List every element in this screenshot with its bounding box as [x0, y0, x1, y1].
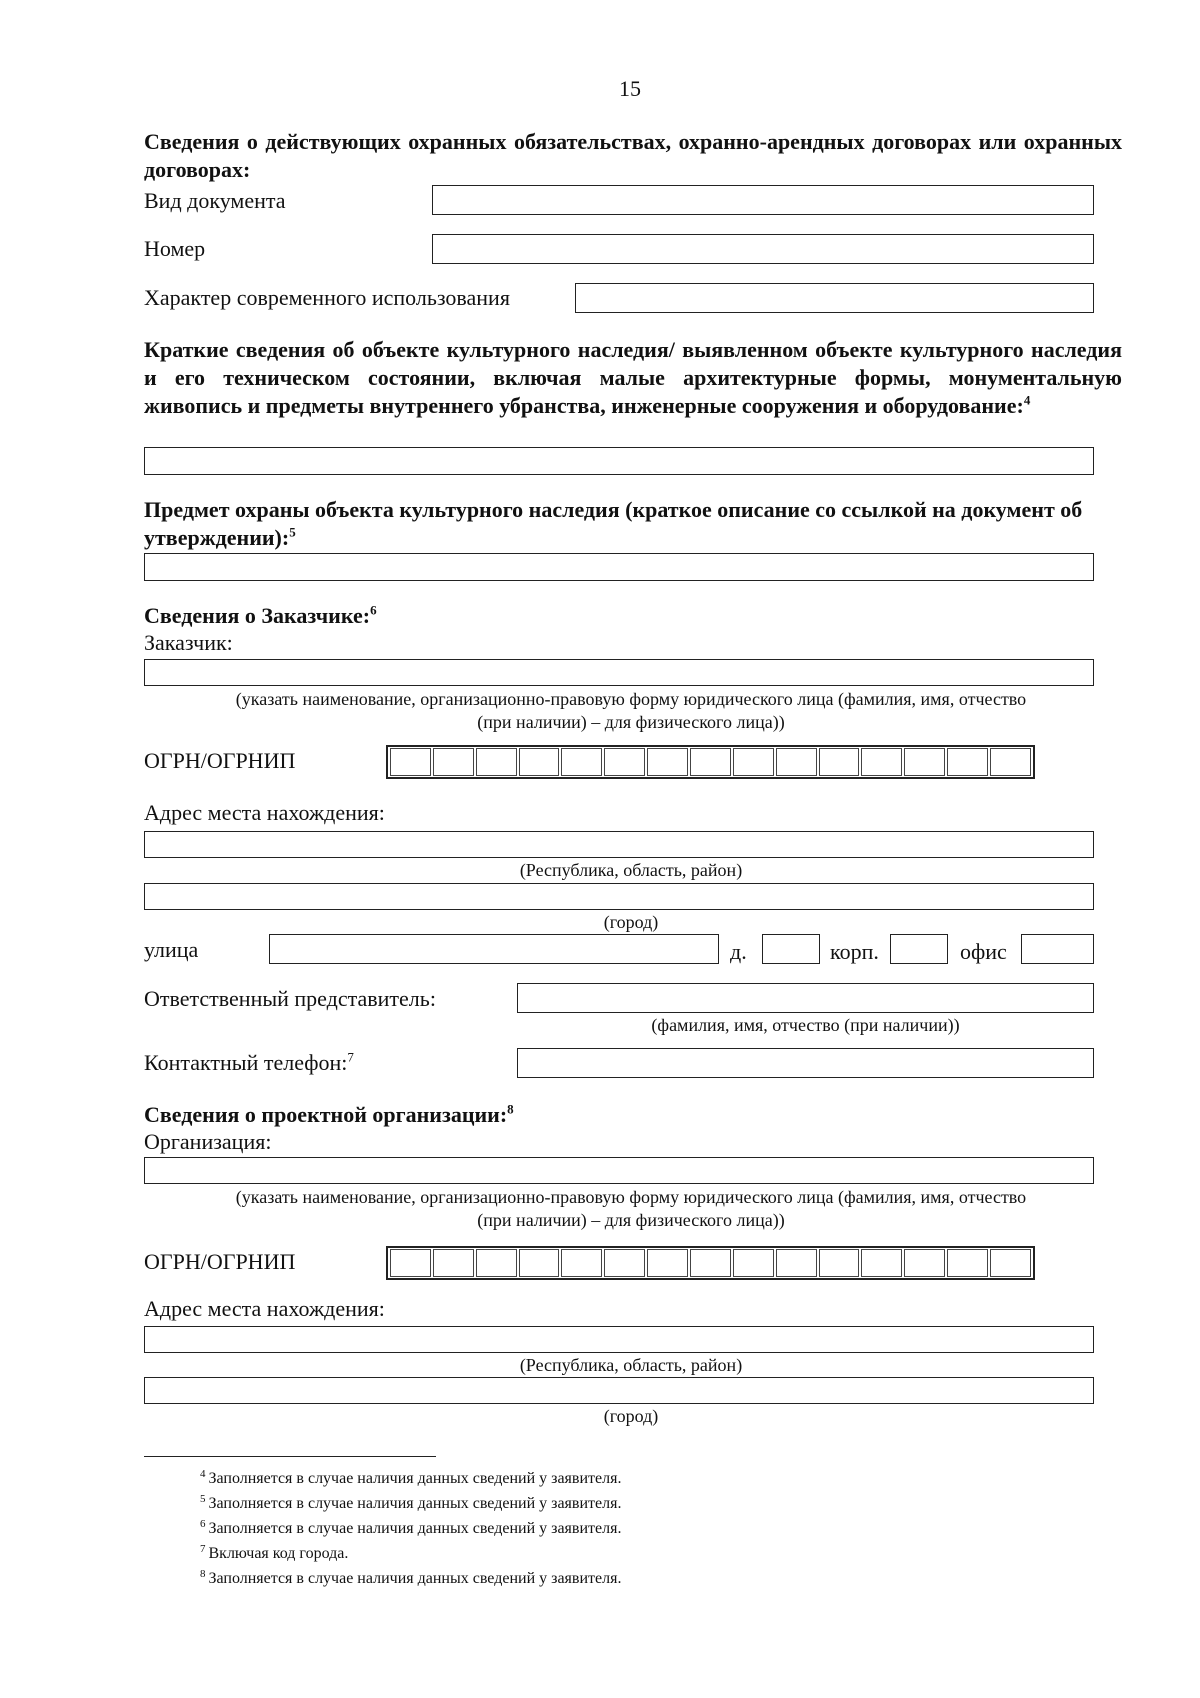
doc-type-field[interactable]	[432, 185, 1094, 215]
house-field[interactable]	[762, 934, 820, 964]
subject-footnote-ref: 5	[289, 524, 296, 540]
page-number: 15	[619, 76, 641, 101]
brief-field[interactable]	[144, 447, 1094, 475]
ogrn-cell[interactable]	[647, 748, 688, 776]
design-org-heading	[144, 1102, 514, 1128]
ogrn-cell[interactable]	[690, 1249, 731, 1277]
ogrn-cell[interactable]	[390, 748, 431, 776]
brief-heading-text: Краткие сведения об объекте культурного наследия/ выявленном объекте культурного наследия и его техническом состоянии, включая малые архитектурные формы, монументальную живопись и предметы внутреннего убранства, инженерные сооружения и оборудование:	[144, 337, 1122, 418]
subject-heading-text: Предмет охраны объекта культурного наследия (краткое описание со ссылкой на документ об утверждении):	[144, 497, 1083, 550]
phone-footnote-ref: 7	[347, 1049, 354, 1065]
ogrn-cell[interactable]	[604, 1249, 645, 1277]
customer-footnote-ref: 6	[370, 602, 377, 618]
customer-address-label: Адрес места нахождения:	[144, 800, 385, 825]
design-org-region-caption: (Республика, область, район)	[519, 1355, 743, 1375]
usage-label: Характер современного использования	[144, 285, 510, 310]
ogrn-cell[interactable]	[733, 748, 774, 776]
ogrn-cell[interactable]	[733, 1249, 774, 1277]
ogrn-cell[interactable]	[476, 1249, 517, 1277]
footnote-text: Заполняется в случае наличия данных сведений у заявителя.	[208, 1570, 622, 1587]
design-org-heading-text: Сведения о проектной организации:	[144, 1102, 508, 1127]
customer-name-caption-2: (при наличии) – для физического лица))	[477, 712, 785, 732]
street-label: улица	[144, 937, 199, 962]
ogrn-cell[interactable]	[519, 748, 560, 776]
customer-name-caption-1: (указать наименование, организационно-правовую форму юридического лица (фамилия, имя, отчество	[235, 689, 1027, 709]
footnote	[200, 1466, 621, 1491]
ogrn-cell[interactable]	[519, 1249, 560, 1277]
design-org-address-label: Адрес места нахождения:	[144, 1296, 385, 1321]
brief-footnote-ref: 4	[1023, 392, 1031, 408]
phone-label	[144, 1050, 354, 1076]
ogrn-cell[interactable]	[819, 1249, 860, 1277]
footnote-text: Заполняется в случае наличия данных сведений у заявителя.	[208, 1520, 622, 1537]
office-label: офис	[960, 939, 1007, 964]
ogrn-cell[interactable]	[861, 748, 902, 776]
ogrn-cell[interactable]	[561, 1249, 602, 1277]
house-label: д.	[730, 939, 747, 964]
ogrn-cell[interactable]	[904, 1249, 945, 1277]
ogrn-cell[interactable]	[947, 1249, 988, 1277]
customer-region-field[interactable]	[144, 831, 1094, 858]
customer-name-field[interactable]	[144, 659, 1094, 686]
customer-heading	[144, 603, 377, 629]
footnote	[200, 1516, 621, 1541]
ogrn-cell[interactable]	[776, 1249, 817, 1277]
footnote-separator	[144, 1456, 436, 1457]
design-org-ogrn-cells[interactable]	[386, 1246, 1035, 1280]
ogrn-cell[interactable]	[390, 1249, 431, 1277]
ogrn-cell[interactable]	[647, 1249, 688, 1277]
footnote-num: 8	[200, 1567, 206, 1580]
rep-caption: (фамилия, имя, отчество (при наличии))	[651, 1015, 960, 1035]
ogrn-cell[interactable]	[476, 748, 517, 776]
building-field[interactable]	[890, 934, 948, 964]
footnote-num: 5	[200, 1492, 206, 1505]
design-org-city-caption: (город)	[603, 1406, 659, 1426]
design-org-name-field[interactable]	[144, 1157, 1094, 1184]
ogrn-cell[interactable]	[947, 748, 988, 776]
customer-name-label: Заказчик:	[144, 630, 233, 655]
customer-ogrn-cells[interactable]	[386, 745, 1035, 779]
ogrn-cell[interactable]	[990, 1249, 1031, 1277]
customer-ogrn-label: ОГРН/ОГРНИП	[144, 748, 296, 773]
footnote-num: 7	[200, 1542, 206, 1555]
rep-field[interactable]	[517, 983, 1094, 1013]
usage-field[interactable]	[575, 283, 1094, 313]
building-label: корп.	[830, 939, 879, 964]
office-field[interactable]	[1021, 934, 1094, 964]
footnotes	[200, 1466, 621, 1591]
customer-city-field[interactable]	[144, 883, 1094, 910]
customer-region-caption: (Республика, область, район)	[519, 860, 743, 880]
ogrn-cell[interactable]	[776, 748, 817, 776]
subject-field[interactable]	[144, 553, 1094, 581]
design-org-name-caption-2: (при наличии) – для физического лица))	[477, 1210, 785, 1230]
design-org-city-field[interactable]	[144, 1377, 1094, 1404]
rep-label: Ответственный представитель:	[144, 986, 436, 1011]
ogrn-cell[interactable]	[433, 748, 474, 776]
brief-heading	[144, 336, 1122, 420]
ogrn-cell[interactable]	[604, 748, 645, 776]
footnote-num: 6	[200, 1517, 206, 1530]
subject-heading	[144, 496, 1122, 552]
protection-heading: Сведения о действующих охранных обязательствах, охранно-арендных договорах или охранных договорах:	[144, 129, 1122, 182]
ogrn-cell[interactable]	[861, 1249, 902, 1277]
footnote-num: 4	[200, 1467, 206, 1480]
ogrn-cell[interactable]	[819, 748, 860, 776]
ogrn-cell[interactable]	[904, 748, 945, 776]
ogrn-cell[interactable]	[690, 748, 731, 776]
design-org-name-label: Организация:	[144, 1129, 272, 1154]
footnote-text: Заполняется в случае наличия данных сведений у заявителя.	[208, 1495, 622, 1512]
design-org-region-field[interactable]	[144, 1326, 1094, 1353]
footnote-text: Заполняется в случае наличия данных сведений у заявителя.	[208, 1470, 622, 1487]
doc-type-label: Вид документа	[144, 188, 286, 213]
customer-heading-text: Сведения о Заказчике:	[144, 603, 371, 628]
footnote-text: Включая код города.	[208, 1545, 349, 1562]
ogrn-cell[interactable]	[433, 1249, 474, 1277]
phone-field[interactable]	[517, 1048, 1094, 1078]
number-field[interactable]	[432, 234, 1094, 264]
footnote	[200, 1566, 621, 1591]
number-label: Номер	[144, 236, 206, 261]
design-org-footnote-ref: 8	[507, 1101, 514, 1117]
phone-label-text: Контактный телефон:	[144, 1050, 348, 1075]
ogrn-cell[interactable]	[561, 748, 602, 776]
design-org-ogrn-label: ОГРН/ОГРНИП	[144, 1249, 296, 1274]
ogrn-cell[interactable]	[990, 748, 1031, 776]
street-field[interactable]	[269, 934, 719, 964]
design-org-name-caption-1: (указать наименование, организационно-правовую форму юридического лица (фамилия, имя, отчество	[235, 1187, 1027, 1207]
customer-city-caption: (город)	[603, 912, 659, 932]
footnote	[200, 1541, 621, 1566]
footnote	[200, 1491, 621, 1516]
